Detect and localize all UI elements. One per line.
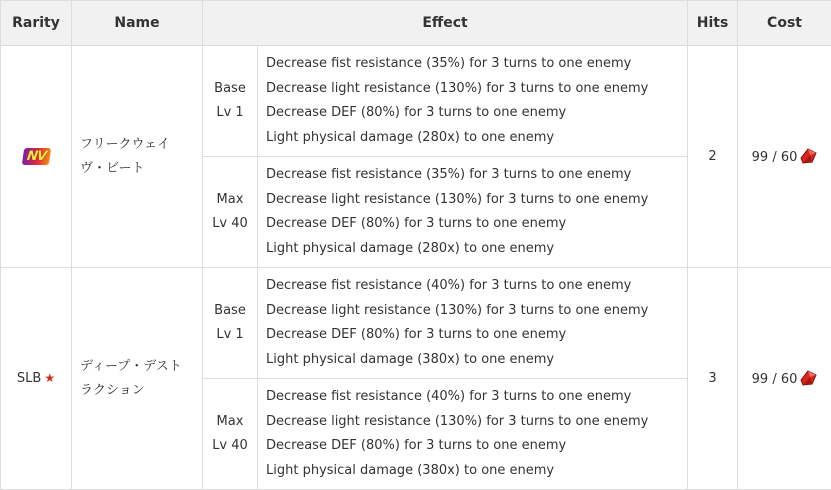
- effect-cell: [258, 379, 688, 490]
- effect-line: Decrease DEF (80%) for 3 turns to one enemy: [266, 212, 687, 237]
- effect-line: Light physical damage (280x) to one enemy: [266, 237, 687, 262]
- skill-name-line: フリークウェイ: [80, 133, 194, 157]
- header-effect[interactable]: Effect: [203, 1, 688, 46]
- level-cell: [203, 46, 258, 157]
- header-name[interactable]: Name: [72, 1, 203, 46]
- level-value: Lv 1: [203, 101, 257, 125]
- effect-line: Decrease DEF (80%) for 3 turns to one enemy: [266, 434, 687, 459]
- nv-rarity-badge: NV: [21, 148, 50, 165]
- level-label: Base: [203, 77, 257, 101]
- level-value: Lv 40: [203, 212, 257, 236]
- effect-line: Decrease light resistance (130%) for 3 turns to one enemy: [266, 77, 687, 102]
- effect-line: Decrease DEF (80%) for 3 turns to one enemy: [266, 101, 687, 126]
- skill-name: [72, 46, 203, 268]
- skill-row-base: [1, 46, 831, 157]
- effect-line: Decrease light resistance (130%) for 3 turns to one enemy: [266, 299, 687, 324]
- effect-line: Light physical damage (280x) to one enemy: [266, 126, 687, 151]
- red-crystal-icon: [799, 370, 817, 386]
- effect-line: Decrease DEF (80%) for 3 turns to one enemy: [266, 323, 687, 348]
- level-cell: [203, 379, 258, 490]
- skill-name-line: ディープ・デスト: [80, 355, 194, 379]
- effect-line: Decrease fist resistance (35%) for 3 turns to one enemy: [266, 52, 687, 77]
- hits-cell: 3: [688, 268, 738, 490]
- effect-cell: [258, 46, 688, 157]
- level-label: Max: [203, 188, 257, 212]
- effect-line: Light physical damage (380x) to one enemy: [266, 348, 687, 373]
- effect-line: Decrease light resistance (130%) for 3 turns to one enemy: [266, 410, 687, 435]
- level-cell: [203, 157, 258, 268]
- cost-value: 99 / 60: [752, 150, 798, 165]
- rarity-cell: [1, 46, 72, 268]
- header-row: [1, 1, 831, 46]
- level-cell: [203, 268, 258, 379]
- effect-line: Decrease fist resistance (35%) for 3 turns to one enemy: [266, 163, 687, 188]
- effect-line: Decrease fist resistance (40%) for 3 turns to one enemy: [266, 385, 687, 410]
- rarity-text: SLB: [17, 371, 41, 386]
- red-crystal-icon: [799, 148, 817, 164]
- skill-name-line: ヴ・ビート: [80, 157, 194, 181]
- skill-name-line: ラクション: [80, 379, 194, 403]
- effect-cell: [258, 268, 688, 379]
- level-label: Max: [203, 410, 257, 434]
- hits-cell: 2: [688, 46, 738, 268]
- level-label: Base: [203, 299, 257, 323]
- cost-cell: [738, 268, 831, 490]
- rarity-cell: [1, 268, 72, 490]
- header-rarity[interactable]: Rarity: [1, 1, 72, 46]
- effect-line: Light physical damage (380x) to one enemy: [266, 459, 687, 484]
- level-value: Lv 40: [203, 434, 257, 458]
- effect-line: Decrease fist resistance (40%) for 3 turns to one enemy: [266, 274, 687, 299]
- skill-name: [72, 268, 203, 490]
- effect-line: Decrease light resistance (130%) for 3 turns to one enemy: [266, 188, 687, 213]
- cost-value: 99 / 60: [752, 372, 798, 387]
- header-hits[interactable]: Hits: [688, 1, 738, 46]
- star-icon: ★: [44, 371, 55, 385]
- cost-cell: [738, 46, 831, 268]
- skill-row-base: [1, 268, 831, 379]
- level-value: Lv 1: [203, 323, 257, 347]
- effect-cell: [258, 157, 688, 268]
- header-cost[interactable]: Cost: [738, 1, 831, 46]
